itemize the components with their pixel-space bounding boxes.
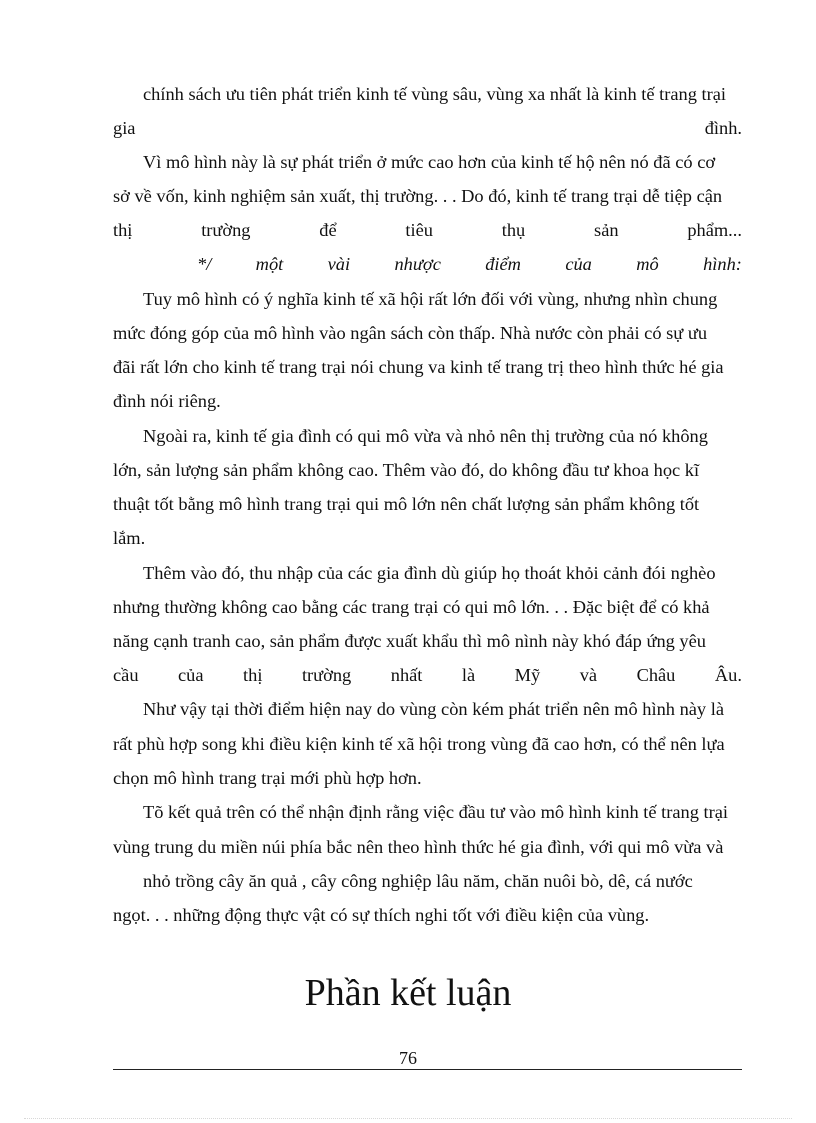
word: nhược (394, 254, 441, 274)
text-line: ngọt. . . những động thực vật có sự thích nghi tốt với điều kiện của vùng. (113, 905, 650, 925)
page-number: 76 (399, 1048, 417, 1068)
page-edge-divider (24, 1118, 792, 1119)
text-line: chính sách ưu tiên phát triển kinh tế vùng sâu, vùng xa nhất là kinh tế trang trại (143, 84, 726, 104)
text-line: mức đóng góp của mô hình vào ngân sách còn thấp. Nhà nước còn phải có sự ưu (113, 323, 708, 343)
word: thụ (501, 220, 526, 240)
word: phẩm... (687, 220, 742, 240)
word: một (255, 254, 284, 274)
text-line: Vì mô hình này là sự phát triển ở mức cao hơn của kinh tế hộ nên nó đã có cơ (143, 152, 716, 172)
word: thị (113, 220, 133, 240)
word: Âu. (714, 665, 742, 685)
word: vài (327, 254, 351, 274)
text-line: Thêm vào đó, thu nhập của các gia đình dù giúp họ thoát khỏi cảnh đói nghèo (143, 563, 716, 583)
text-line: nhỏ trồng cây ăn quả , cây công nghiệp lâu năm, chăn nuôi bò, dê, cá nước (143, 871, 693, 891)
text-line: sở về vốn, kinh nghiệm sản xuất, thị trường. . . Do đó, kinh tế trang trại dễ tiệp cận (113, 186, 723, 206)
word: đình. (704, 118, 742, 138)
word: của (565, 254, 592, 274)
text-line-justified (113, 663, 742, 687)
text-line: rất phù hợp song khi điều kiện kinh tế xã hội trong vùng đã cao hơn, có thể nên lựa (113, 734, 725, 754)
word: mô (636, 254, 659, 274)
word: nhất (390, 665, 423, 685)
word: của (178, 665, 204, 685)
word: là (461, 665, 476, 685)
word: thị (243, 665, 263, 685)
text-line: Tuy mô hình có ý nghĩa kinh tế xã hội rất lớn đối với vùng, nhưng nhìn chung (143, 289, 718, 309)
word: để (319, 220, 337, 240)
word: tiêu (405, 220, 433, 240)
word: Mỹ (514, 665, 541, 685)
word: */ (197, 254, 212, 274)
word: cầu (113, 665, 139, 685)
text-line: đình nói riêng. (113, 391, 221, 411)
word: Châu (636, 665, 676, 685)
text-line: Như vậy tại thời điểm hiện nay do vùng còn kém phát triển nên mô hình này là (143, 699, 724, 719)
subheading-line (197, 252, 742, 276)
text-line: thuật tốt bằng mô hình trang trại qui mô lớn nên chất lượng sản phẩm không tốt (113, 494, 700, 514)
word: gia (113, 118, 136, 138)
word: sản (594, 220, 619, 240)
word: và (579, 665, 598, 685)
text-line-justified (113, 218, 742, 242)
word: trường (301, 665, 352, 685)
text-line-justified (113, 116, 742, 140)
text-line: Ngoài ra, kinh tế gia đình có qui mô vừa và nhỏ nên thị trường của nó không (143, 426, 708, 446)
word: hình: (703, 254, 742, 274)
text-line: lớn, sản lượng sản phẩm không cao. Thêm vào đó, do không đầu tư khoa học kĩ (113, 460, 700, 480)
footer-divider (113, 1069, 742, 1070)
section-heading: Phần kết luận (304, 972, 512, 1014)
text-line: lắm. (113, 528, 146, 548)
word: điểm (485, 254, 521, 274)
text-line: chọn mô hình trang trại mới phù hợp hơn. (113, 768, 422, 788)
text-line: năng cạnh tranh cao, sản phẩm được xuất khẩu thì mô nình này khó đáp ứng yêu (113, 631, 706, 651)
text-line: nhưng thường không cao bằng các trang trại có qui mô lớn. . . Đặc biệt để có khả (113, 597, 710, 617)
text-line: vùng trung du miền núi phía bắc nên theo hình thức hé gia đình, với qui mô vừa và (113, 837, 724, 857)
text-line: đãi rất lớn cho kinh tế trang trại nói chung va kinh tế trang trị theo hình thức hé gia (113, 357, 724, 377)
word: trường (201, 220, 251, 240)
text-line: Tõ kết quả trên có thể nhận định rằng việc đầu tư vào mô hình kinh tế trang trại (143, 802, 729, 822)
